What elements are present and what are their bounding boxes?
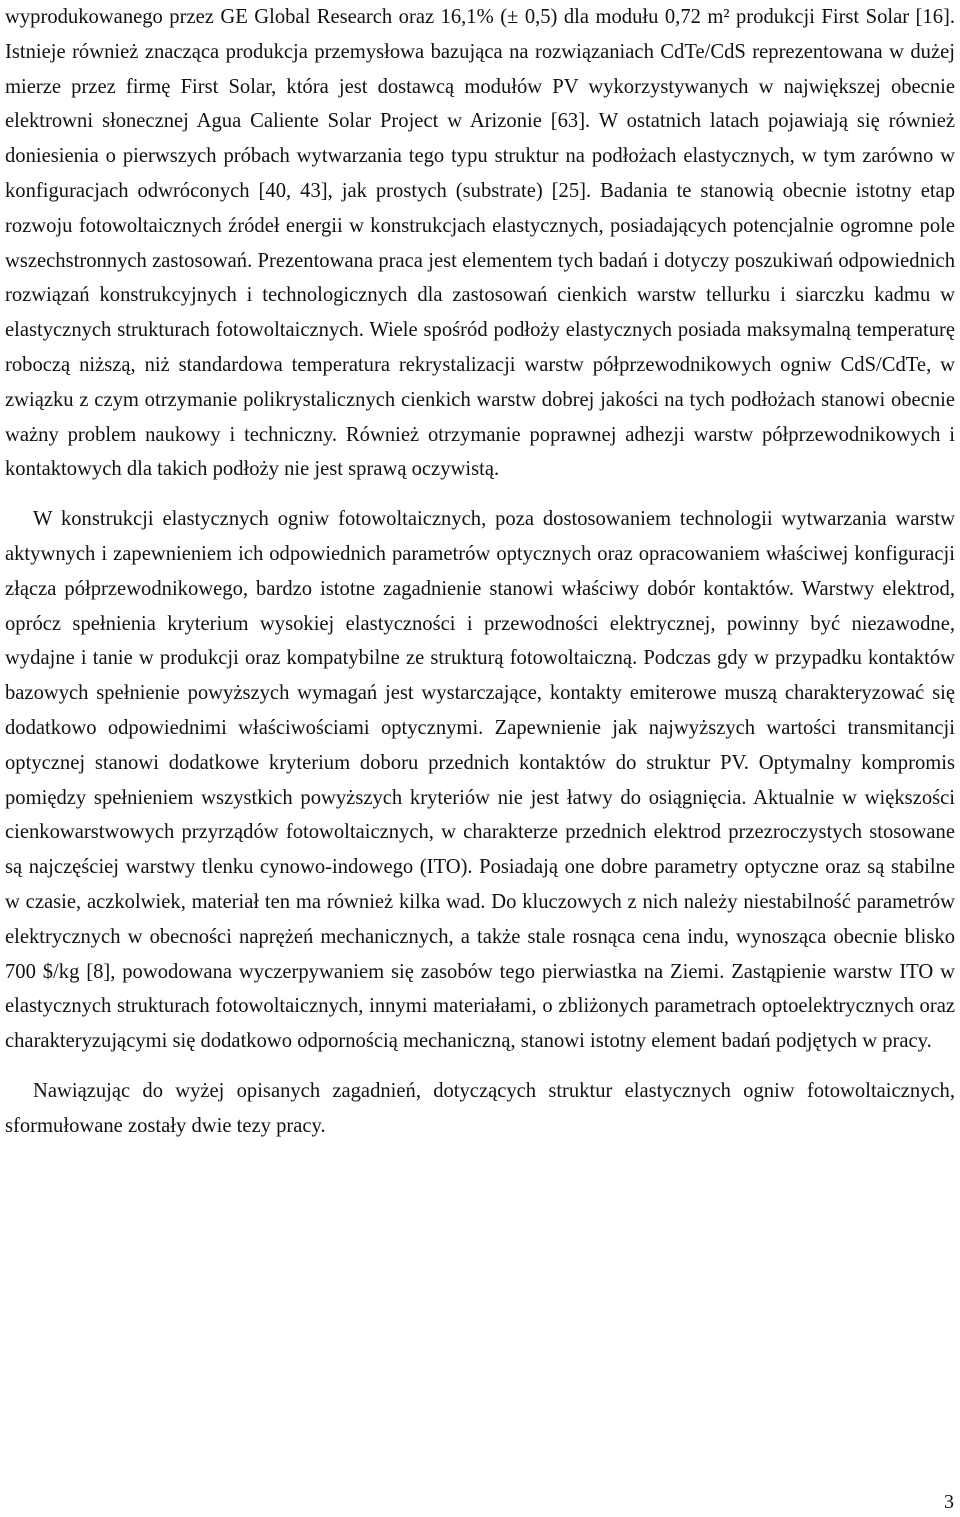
paragraph: Nawiązując do wyżej opisanych zagadnień, dotyczących struktur elastycznych ogniw fotowoltaicznych, sformułowane zostały dwie tezy pracy. — [5, 1079, 955, 1137]
document-page — [5, 0, 955, 1144]
paragraph: wyprodukowanego przez GE Global Research oraz 16,1% (± 0,5) dla modułu 0,72 m² produkcji First Solar [16]. Istnieje również znacząca produkcja przemysłowa bazująca na rozwiązaniach CdTe/CdS reprezentowana w dużej mierze przez firmę First Solar, która jest dostawcą modułów PV wykorzystywanych w największej obecnie elektrowni słonecznej Agua Caliente Solar Project w Arizonie [63]. W ostatnich latach pojawiają się również doniesienia o pierwszych próbach wytwarzania tego typu struktur na podłożach elastycznych, w tym zarówno w konfiguracjach odwróconych [40, 43], jak prostych (substrate) [25]. Badania te stanowią obecnie istotny etap rozwoju fotowoltaicznych źródeł energii w konstrukcjach elastycznych, posiadających potencjalnie ogromne pole wszechstronnych zastosowań. Prezentowana praca jest elementem tych badań i dotyczy poszukiwań odpowiednich rozwiązań konstrukcyjnych i technologicznych dla zastosowań cienkich warstw tellurku i siarczku kadmu w elastycznych strukturach fotowoltaicznych. Wiele spośród podłoży elastycznych posiada maksymalną temperaturę roboczą niższą, niż standardowa temperatura rekrystalizacji warstw półprzewodnikowych ogniw CdS/CdTe, w związku z czym otrzymanie polikrystalicznych cienkich warstw dobrej jakości na tych podłożach stanowi obecnie ważny problem naukowy i techniczny. Również otrzymanie poprawnej adhezji warstw półprzewodnikowych i kontaktowych dla takich podłoży nie jest sprawą oczywistą. — [5, 6, 955, 481]
page-number: 3 — [944, 1491, 954, 1513]
paragraph: W konstrukcji elastycznych ogniw fotowoltaicznych, poza dostosowaniem technologii wytwarzania warstw aktywnych i zapewnieniem ich odpowiednich parametrów optycznych oraz opracowaniem właściwej konfiguracji złącza półprzewodnikowego, bardzo istotne zagadnienie stanowi właściwy dobór kontaktów. Warstwy elektrod, oprócz spełnienia kryterium wysokiej elastyczności i przewodności elektrycznej, powinny być niezawodne, wydajne i tanie w produkcji oraz kompatybilne ze strukturą fotowoltaiczną. Podczas gdy w przypadku kontaktów bazowych spełnienie powyższych wymagań jest wystarczające, kontakty emiterowe muszą charakteryzować się dodatkowo odpowiednimi właściwościami optycznymi. Zapewnienie jak najwyższych wartości transmitancji optycznej stanowi dodatkowe kryterium doboru przednich kontaktów do struktur PV. Optymalny kompromis pomiędzy spełnieniem wszystkich powyższych kryteriów nie jest łatwy do osiągnięcia. Aktualnie w większości cienkowarstwowych przyrządów fotowoltaicznych, w charakterze przednich elektrod przezroczystych stosowane są najczęściej warstwy tlenku cynowo-indowego (ITO). Posiadają one dobre parametry optyczne oraz są stabilne w czasie, aczkolwiek, materiał ten ma również kilka wad. Do kluczowych z nich należy niestabilność parametrów elektrycznych w obecności naprężeń mechanicznych, a także stale rosnąca cena indu, wynosząca obecnie blisko 700 $/kg [8], powodowana wyczerpywaniem się zasobów tego pierwiastka na Ziemi. Zastąpienie warstw ITO w elastycznych strukturach fotowoltaicznych, innymi materiałami, o zbliżonych parametrach optoelektrycznych oraz charakteryzującymi się dodatkowo odpornością mechaniczną, stanowi istotny element badań podjętych w pracy. — [5, 508, 955, 1053]
